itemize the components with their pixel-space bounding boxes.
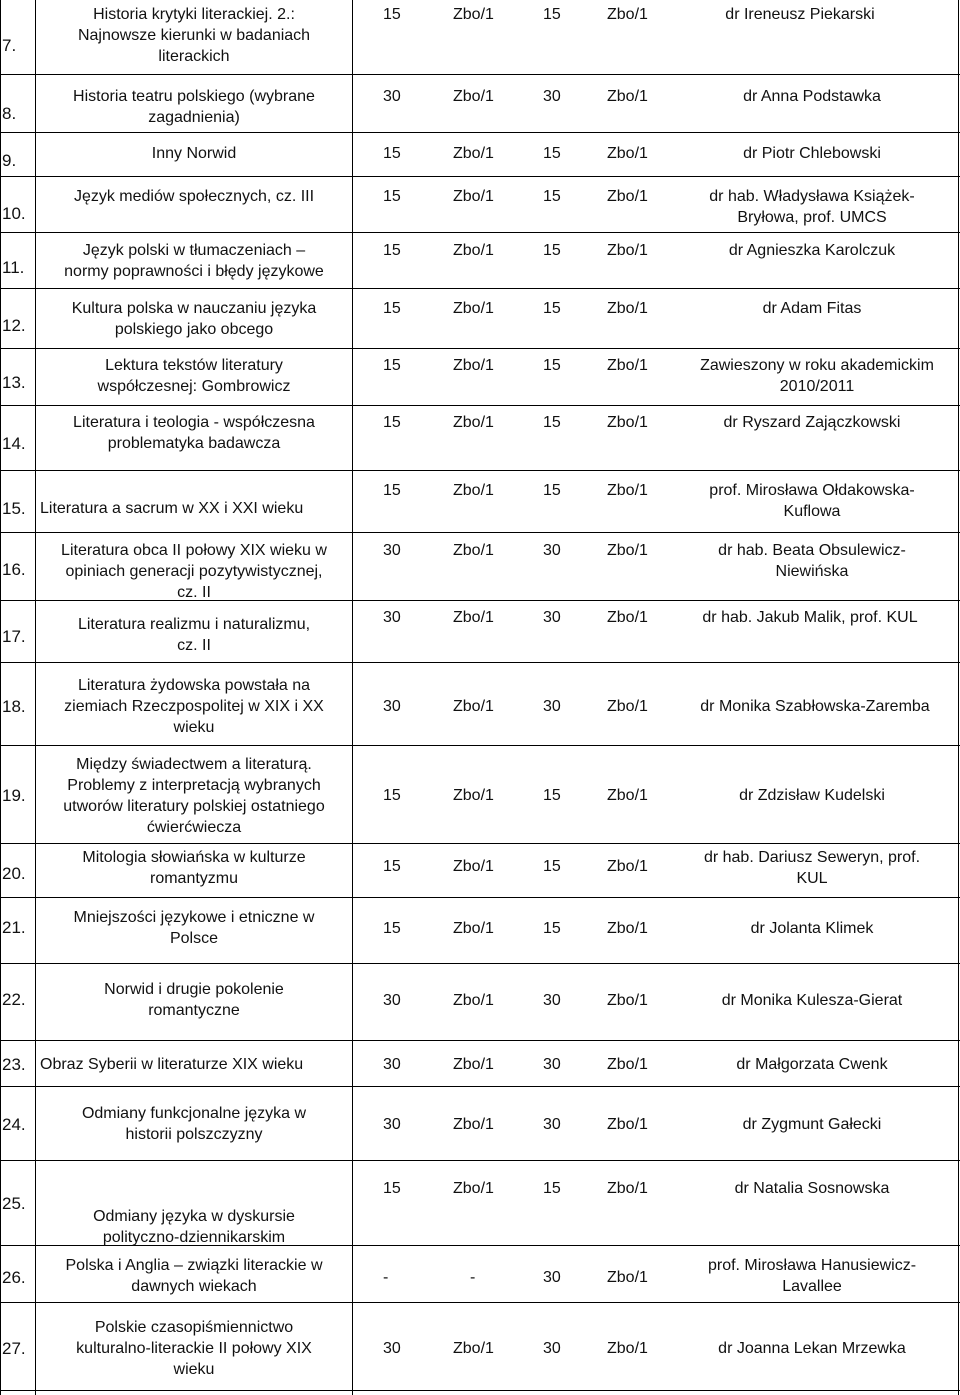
row-divider xyxy=(0,532,960,533)
teacher-name: dr Monika Szabłowska-Zaremba xyxy=(700,698,930,715)
teacher-name: prof. Mirosława Hanusiewicz- Lavallee xyxy=(707,1257,917,1295)
row-divider xyxy=(0,348,960,349)
hours-semester-1: 15 xyxy=(383,145,401,162)
hours-semester-2: 15 xyxy=(543,787,561,804)
teacher-name: dr hab. Beata Obsulewicz- Niewińska xyxy=(718,542,906,580)
course-title: Polskie czasopiśmiennictwo kulturalno-literackie II połowy XIX wieku xyxy=(76,1319,312,1378)
row-divider xyxy=(0,1040,960,1041)
hours-semester-2: 30 xyxy=(543,1056,561,1073)
course-title: Kultura polska w nauczaniu języka polskiego jako obcego xyxy=(71,300,317,338)
form-semester-1: Zbo/1 xyxy=(453,414,494,431)
hours-semester-1: 30 xyxy=(383,1340,401,1357)
hours-semester-1: 15 xyxy=(383,858,401,875)
course-title: Historia teatru polskiego (wybrane zagadnienia) xyxy=(73,88,315,126)
course-title: Mniejszości językowe i etniczne w Polsce xyxy=(73,909,315,947)
form-semester-1: Zbo/1 xyxy=(453,858,494,875)
form-semester-2: Zbo/1 xyxy=(607,1180,648,1197)
row-number: 24. xyxy=(2,1115,26,1134)
form-semester-1: Zbo/1 xyxy=(453,542,494,559)
course-title: Język mediów społecznych, cz. III xyxy=(73,188,315,205)
form-semester-2: Zbo/1 xyxy=(607,609,648,626)
course-title: Mitologia słowiańska w kulturze romantyzmu xyxy=(82,849,306,887)
row-divider xyxy=(0,843,960,844)
form-semester-2: Zbo/1 xyxy=(607,88,648,105)
course-title: Odmiany języka w dyskursie polityczno-dziennikarskim xyxy=(93,1208,295,1246)
hours-semester-2: 30 xyxy=(543,1116,561,1133)
course-title: Obraz Syberii w literaturze XIX wieku xyxy=(40,1056,304,1073)
hours-semester-2: 30 xyxy=(543,609,561,626)
hours-semester-2: 15 xyxy=(543,858,561,875)
hours-semester-2: 30 xyxy=(543,542,561,559)
row-number: 14. xyxy=(2,434,26,453)
form-semester-2: Zbo/1 xyxy=(607,542,648,559)
row-divider xyxy=(0,288,960,289)
row-number: 13. xyxy=(2,373,26,392)
course-title: Inny Norwid xyxy=(151,145,237,162)
row-number: 22. xyxy=(2,990,26,1009)
course-title: Polska i Anglia – związki literackie w dawnych wiekach xyxy=(65,1257,323,1295)
row-divider xyxy=(0,1160,960,1161)
form-semester-2: Zbo/1 xyxy=(607,698,648,715)
hours-semester-1: 15 xyxy=(383,482,401,499)
hours-semester-2: 15 xyxy=(543,482,561,499)
row-divider xyxy=(0,405,960,406)
row-divider xyxy=(0,662,960,663)
teacher-name: dr Adam Fitas xyxy=(762,300,862,317)
hours-semester-2: 15 xyxy=(543,6,561,23)
hours-semester-1: 15 xyxy=(383,357,401,374)
row-number: 8. xyxy=(2,104,17,123)
form-semester-1: Zbo/1 xyxy=(453,609,494,626)
course-title: Lektura tekstów literatury współczesnej: Gombrowicz xyxy=(97,357,291,395)
row-divider xyxy=(0,132,960,133)
row-divider xyxy=(0,963,960,964)
form-semester-2: Zbo/1 xyxy=(607,6,648,23)
row-number: 19. xyxy=(2,786,26,805)
row-divider xyxy=(0,470,960,471)
row-number: 18. xyxy=(2,697,26,716)
row-number: 23. xyxy=(2,1055,26,1074)
row-number: 7. xyxy=(2,36,17,55)
hours-semester-1: 15 xyxy=(383,6,401,23)
course-title: Literatura a sacrum w XX i XXI wieku xyxy=(40,500,304,517)
row-number: 9. xyxy=(2,151,17,170)
teacher-name: dr Ryszard Zajączkowski xyxy=(723,414,901,431)
row-divider xyxy=(0,1086,960,1087)
form-semester-2: Zbo/1 xyxy=(607,1116,648,1133)
teacher-name: dr Zygmunt Gałecki xyxy=(742,1116,882,1133)
row-number: 11. xyxy=(2,258,25,277)
form-semester-2: Zbo/1 xyxy=(607,1056,648,1073)
form-semester-1: Zbo/1 xyxy=(453,145,494,162)
teacher-name: dr Joanna Lekan Mrzewka xyxy=(718,1340,906,1357)
form-semester-1: - xyxy=(470,1269,476,1286)
hours-semester-2: 30 xyxy=(543,88,561,105)
hours-semester-2: 15 xyxy=(543,300,561,317)
hours-semester-1: 15 xyxy=(383,787,401,804)
teacher-name: dr Jolanta Klimek xyxy=(750,920,874,937)
hours-semester-1: 30 xyxy=(383,992,401,1009)
form-semester-1: Zbo/1 xyxy=(453,357,494,374)
form-semester-2: Zbo/1 xyxy=(607,300,648,317)
form-semester-2: Zbo/1 xyxy=(607,242,648,259)
hours-semester-2: 15 xyxy=(543,414,561,431)
row-number: 20. xyxy=(2,864,26,883)
table-right-border xyxy=(958,0,959,1395)
form-semester-1: Zbo/1 xyxy=(453,1056,494,1073)
hours-semester-1: 30 xyxy=(383,542,401,559)
hours-semester-1: 15 xyxy=(383,300,401,317)
form-semester-1: Zbo/1 xyxy=(453,482,494,499)
hours-semester-2: 15 xyxy=(543,242,561,259)
hours-semester-1: - xyxy=(383,1269,389,1286)
form-semester-1: Zbo/1 xyxy=(453,1116,494,1133)
row-number: 16. xyxy=(2,560,26,579)
form-semester-2: Zbo/1 xyxy=(607,920,648,937)
row-divider xyxy=(0,1302,960,1303)
row-number: 27. xyxy=(2,1339,26,1358)
hours-semester-2: 15 xyxy=(543,357,561,374)
teacher-name: dr hab. Dariusz Seweryn, prof. KUL xyxy=(703,849,921,887)
hours-semester-1: 15 xyxy=(383,920,401,937)
hours-semester-1: 30 xyxy=(383,698,401,715)
row-divider xyxy=(0,176,960,177)
row-number: 25. xyxy=(2,1194,26,1213)
form-semester-2: Zbo/1 xyxy=(607,1269,648,1286)
form-semester-1: Zbo/1 xyxy=(453,1340,494,1357)
hours-semester-2: 30 xyxy=(543,1269,561,1286)
hours-semester-2: 30 xyxy=(543,1340,561,1357)
row-divider xyxy=(0,232,960,233)
hours-semester-1: 15 xyxy=(383,188,401,205)
hours-semester-1: 30 xyxy=(383,609,401,626)
row-divider xyxy=(0,897,960,898)
form-semester-1: Zbo/1 xyxy=(453,88,494,105)
hours-semester-1: 15 xyxy=(383,242,401,259)
form-semester-1: Zbo/1 xyxy=(453,300,494,317)
hours-semester-2: 15 xyxy=(543,920,561,937)
form-semester-1: Zbo/1 xyxy=(453,787,494,804)
row-number: 21. xyxy=(2,918,26,937)
form-semester-2: Zbo/1 xyxy=(607,188,648,205)
course-title: Literatura obca II połowy XIX wieku w opiniach generacji pozytywistycznej, cz. II xyxy=(61,542,327,601)
form-semester-1: Zbo/1 xyxy=(453,1180,494,1197)
course-title: Odmiany funkcjonalne języka w historii polszczyzny xyxy=(81,1105,307,1143)
teacher-name: dr Natalia Sosnowska xyxy=(734,1180,890,1197)
form-semester-1: Zbo/1 xyxy=(453,992,494,1009)
course-title: Literatura żydowska powstała na ziemiach Rzeczpospolitej w XIX i XX wieku xyxy=(64,677,324,736)
form-semester-1: Zbo/1 xyxy=(453,242,494,259)
form-semester-1: Zbo/1 xyxy=(453,6,494,23)
hours-semester-2: 30 xyxy=(543,992,561,1009)
table-bottom-border xyxy=(0,1390,960,1391)
row-divider xyxy=(0,745,960,746)
hours-semester-1: 15 xyxy=(383,414,401,431)
row-divider xyxy=(0,74,960,75)
form-semester-2: Zbo/1 xyxy=(607,145,648,162)
form-semester-2: Zbo/1 xyxy=(607,482,648,499)
hours-semester-2: 15 xyxy=(543,188,561,205)
teacher-name: dr hab. Władysława Książek- Bryłowa, prof. UMCS xyxy=(709,188,915,226)
teacher-name: Zawieszony w roku akademickim 2010/2011 xyxy=(700,357,934,395)
hours-semester-1: 30 xyxy=(383,1116,401,1133)
form-semester-2: Zbo/1 xyxy=(607,858,648,875)
course-title: Między świadectwem a literaturą. Problemy z interpretacją wybranych utworów literatury polskiej ostatniego ćwierćwiecza xyxy=(63,756,325,836)
row-number: 26. xyxy=(2,1268,26,1287)
row-number: 17. xyxy=(2,627,26,646)
form-semester-1: Zbo/1 xyxy=(453,920,494,937)
course-title: Historia krytyki literackiej. 2.: Najnowsze kierunki w badaniach literackich xyxy=(77,6,311,65)
row-number: 10. xyxy=(2,204,26,223)
teacher-name: dr Monika Kulesza-Gierat xyxy=(721,992,903,1009)
teacher-name: dr hab. Jakub Malik, prof. KUL xyxy=(702,609,918,626)
hours-semester-2: 15 xyxy=(543,145,561,162)
teacher-name: prof. Mirosława Ołdakowska- Kuflowa xyxy=(709,482,915,520)
form-semester-1: Zbo/1 xyxy=(453,698,494,715)
hours-semester-2: 15 xyxy=(543,1180,561,1197)
table-left-border xyxy=(0,0,1,1395)
teacher-name: dr Agnieszka Karolczuk xyxy=(728,242,896,259)
form-semester-1: Zbo/1 xyxy=(453,188,494,205)
form-semester-2: Zbo/1 xyxy=(607,992,648,1009)
hours-semester-1: 30 xyxy=(383,88,401,105)
form-semester-2: Zbo/1 xyxy=(607,787,648,804)
course-title: Literatura realizmu i naturalizmu, cz. II xyxy=(77,616,311,654)
form-semester-2: Zbo/1 xyxy=(607,1340,648,1357)
title-column-border xyxy=(352,0,353,1395)
form-semester-2: Zbo/1 xyxy=(607,357,648,374)
hours-semester-1: 30 xyxy=(383,1056,401,1073)
form-semester-2: Zbo/1 xyxy=(607,414,648,431)
teacher-name: dr Piotr Chlebowski xyxy=(743,145,881,162)
course-title: Język polski w tłumaczeniach – normy poprawności i błędy językowe xyxy=(64,242,324,280)
course-title: Norwid i drugie pokolenie romantyczne xyxy=(104,981,284,1019)
number-column-border xyxy=(35,0,36,1395)
teacher-name: dr Anna Podstawka xyxy=(743,88,881,105)
course-title: Literatura i teologia - współczesna problematyka badawcza xyxy=(73,414,315,452)
teacher-name: dr Zdzisław Kudelski xyxy=(739,787,885,804)
teacher-name: dr Małgorzata Cwenk xyxy=(736,1056,888,1073)
row-number: 12. xyxy=(2,316,26,335)
row-number: 15. xyxy=(2,499,26,518)
teacher-name: dr Ireneusz Piekarski xyxy=(725,6,875,23)
hours-semester-2: 30 xyxy=(543,698,561,715)
hours-semester-1: 15 xyxy=(383,1180,401,1197)
